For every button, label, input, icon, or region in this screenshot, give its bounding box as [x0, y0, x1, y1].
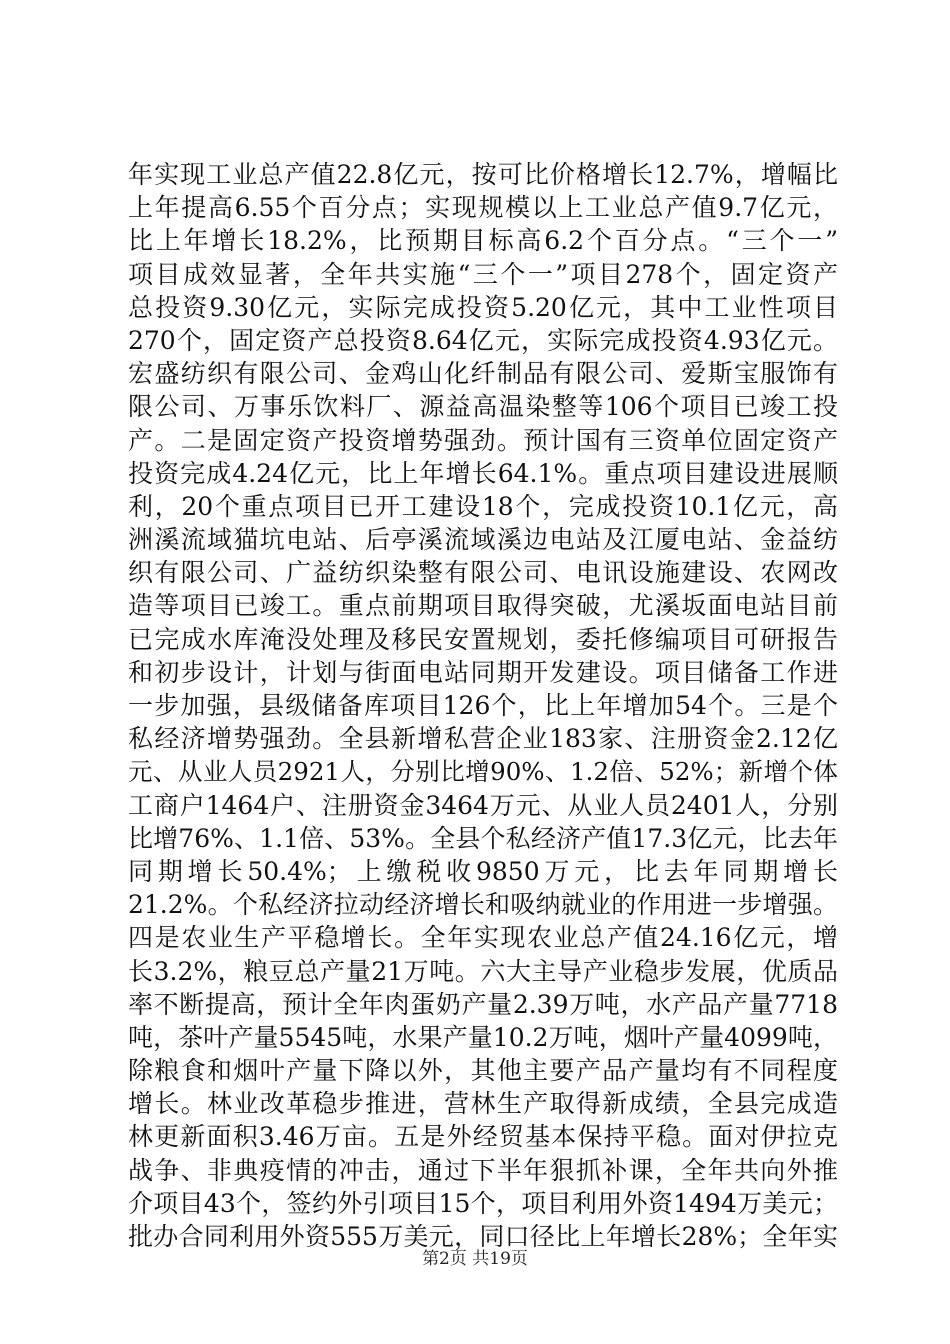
text-line: 比上年增长18.2%，比预期目标高6.2个百分点。“三个一”	[128, 226, 838, 256]
text-line: 年实现工业总产值22.8亿元，按可比价格增长12.7%，增幅比	[128, 160, 838, 189]
text-line: 270个，固定资产总投资8.64亿元，实际完成投资4.93亿元。	[128, 325, 838, 355]
text-line: 总投资9.30亿元，实际完成投资5.20亿元，其中工业性项目	[128, 292, 838, 322]
text-line: 产。二是固定资产投资增势强劲。预计国有三资单位固定资产	[128, 425, 838, 455]
text-line: 私经济增势强劲。全县新增私营企业183家、注册资金2.12亿	[128, 724, 838, 754]
text-line: 长3.2%，粮豆总产量21万吨。六大主导产业稳步发展，优质品	[128, 956, 838, 986]
text-line: 洲溪流域猫坑电站、后亭溪流域溪边电站及江厦电站、金益纺	[128, 525, 838, 555]
text-line: 织有限公司、广益纺织染整有限公司、电讯设施建设、农网改	[128, 558, 838, 588]
text-line: 工商户1464户、注册资金3464万元、从业人员2401人，分别	[128, 790, 838, 820]
text-line: 一步加强，县级储备库项目126个，比上年增加54个。三是个	[128, 691, 838, 720]
text-line: 已完成水库淹没处理及移民安置规划，委托修编项目可研报告	[128, 624, 838, 654]
text-line: 项目成效显著，全年共实施“三个一”项目278个，固定资产	[128, 259, 838, 289]
text-line: 四是农业生产平稳增长。全年实现农业总产值24.16亿元，增	[128, 923, 838, 953]
text-line: 21.2%。个私经济拉动经济增长和吸纳就业的作用进一步增强。	[128, 890, 838, 920]
text-line: 除粮食和烟叶产量下降以外，其他主要产品产量均有不同程度	[128, 1056, 838, 1086]
text-line: 宏盛纺织有限公司、金鸡山化纤制品有限公司、爱斯宝服饰有	[128, 359, 838, 389]
text-line: 投资完成4.24亿元，比上年增长64.1%。重点项目建设进展顺	[128, 458, 838, 488]
text-line: 战争、非典疫情的冲击，通过下半年狠抓补课，全年共向外推	[128, 1155, 838, 1185]
text-line: 上年提高6.55个百分点；实现规模以上工业总产值9.7亿元，	[128, 193, 838, 223]
text-line: 吨，茶叶产量5545吨，水果产量10.2万吨，烟叶产量4099吨，	[128, 1022, 838, 1052]
text-line: 率不断提高，预计全年肉蛋奶产量2.39万吨，水产品产量7718	[128, 989, 838, 1019]
body-text	[128, 158, 838, 1253]
text-line: 同期增长50.4%；上缴税收9850万元，比去年同期增长	[128, 856, 838, 886]
text-line: 介项目43个，签约外引项目15个，项目利用外资1494万美元；	[128, 1188, 838, 1218]
text-line: 元、从业人员2921人，分别比增90%、1.2倍、52%；新增个体	[128, 757, 838, 787]
page-footer: 第2页 共19页	[422, 1249, 528, 1269]
text-line: 林更新面积3.46万亩。五是外经贸基本保持平稳。面对伊拉克	[128, 1122, 838, 1152]
text-line: 利，20个重点项目已开工建设18个，完成投资10.1亿元，高	[128, 491, 838, 521]
text-line: 造等项目已竣工。重点前期项目取得突破，尤溪坂面电站目前	[128, 591, 838, 621]
text-line: 增长。林业改革稳步推进，营林生产取得新成绩，全县完成造	[128, 1089, 838, 1119]
text-line: 和初步设计，计划与街面电站同期开发建设。项目储备工作进	[128, 657, 838, 687]
text-line: 限公司、万事乐饮料厂、源益高温染整等106个项目已竣工投	[128, 392, 838, 422]
text-line: 批办合同利用外资555万美元，同口径比上年增长28%；全年实	[128, 1222, 838, 1251]
text-line: 比增76%、1.1倍、53%。全县个私经济产值17.3亿元，比去年	[128, 823, 838, 853]
